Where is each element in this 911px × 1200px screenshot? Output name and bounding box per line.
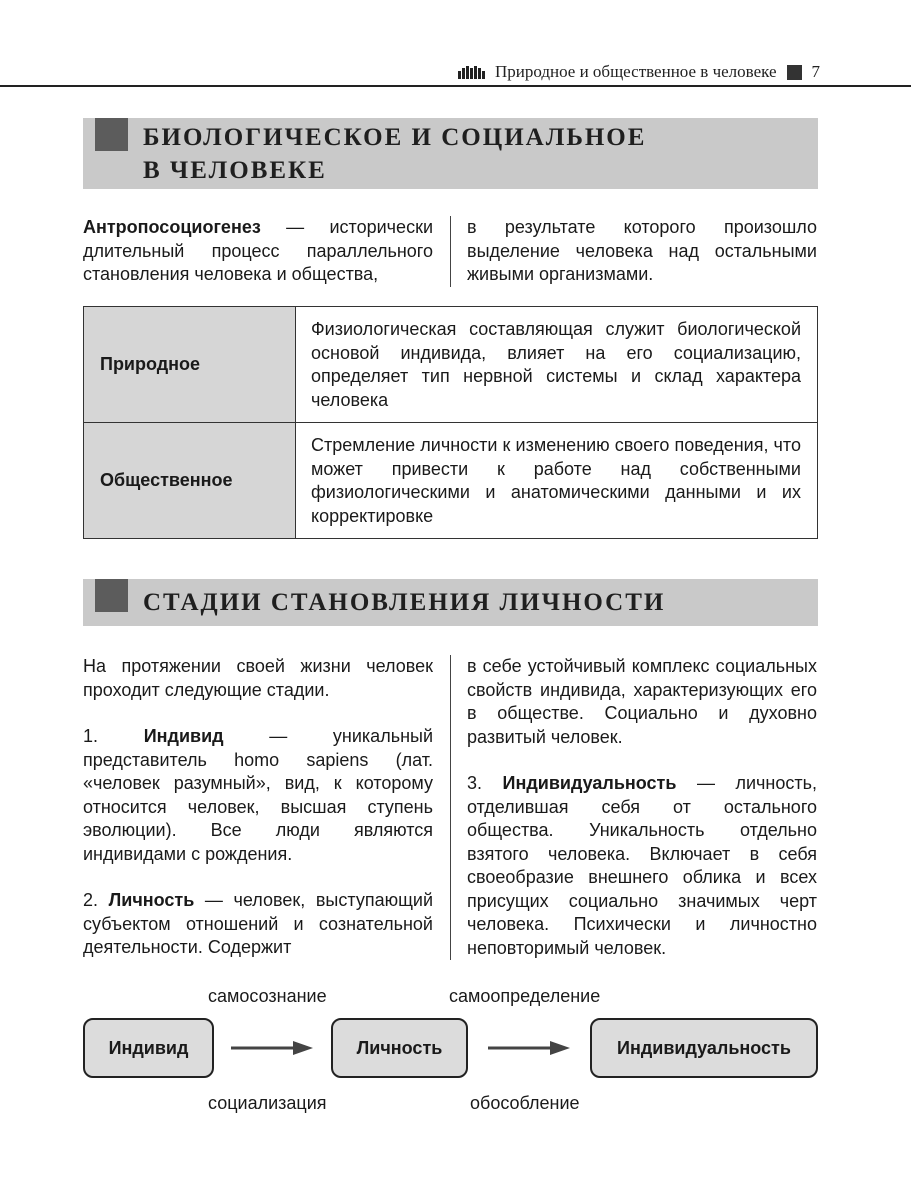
row-text-social: Стремление личности к изменению своего поведения, что может привести к работе над собственными физиологическими и анатомическими данными и их корректировке [296, 423, 818, 539]
page-number: 7 [811, 62, 820, 81]
stage-number: 3. [467, 773, 503, 793]
definition-right-column [467, 216, 817, 287]
stage-term: Личность [108, 890, 195, 910]
definition-block [83, 216, 818, 287]
column-divider [450, 655, 451, 960]
arrow-right-icon [488, 1039, 572, 1057]
flow-box-individual: Индивид [83, 1018, 214, 1078]
banner-square-icon [95, 579, 128, 612]
stage-number: 1. [83, 726, 144, 746]
section-banner-biological [83, 118, 818, 189]
stage-2 [83, 889, 433, 960]
definition-right-text: в результате которого произошло выделение человека над остальными живыми организмами. [467, 217, 817, 284]
stages-block [83, 655, 818, 960]
flow-label-isolation: обособление [470, 1093, 580, 1113]
section-title-line2: В ЧЕЛОВЕКЕ [143, 157, 327, 184]
stage-2-continued: в себе устойчивый комплекс социальных свойств индивида, характеризующих его в обществе. Социально и духовно развитый человек. [467, 656, 817, 747]
stage-term: Индивид [143, 726, 224, 746]
stage-1 [83, 725, 433, 866]
table-row [84, 307, 818, 423]
running-title: Природное и общественное в человеке [494, 62, 777, 81]
row-text-natural: Физиологическая составляющая служит биологической основой индивида, влияет на его социализацию, определяет тип нервной системы и склад характера человека [296, 307, 818, 423]
definition-term: Антропосоциогенез [83, 217, 261, 237]
stages-intro: На протяжении своей жизни человек проходит следующие стадии. [83, 656, 433, 700]
square-bullet-icon [787, 65, 802, 80]
stage-term: Индивидуальность [502, 773, 677, 793]
stage-3 [467, 772, 817, 960]
row-label-natural: Природное [84, 307, 296, 423]
stage-number: 2. [83, 890, 109, 910]
flow-label-self-awareness: самосознание [208, 986, 327, 1006]
row-label-social: Общественное [84, 423, 296, 539]
flow-label-self-determination: самоопределение [449, 986, 601, 1006]
stage-text: — личность, отделившая себя от остального общества. Уникальность отдельно взятого человека. Включает в себя своеобразие внешнего облика и всех присущих социально значимых черт человека. Психически и личностно неповторимый человек. [467, 773, 818, 958]
definition-left-column [83, 216, 433, 287]
flow-label-socialization: социализация [208, 1093, 327, 1113]
section-banner-stages [83, 579, 818, 626]
table-row [84, 423, 818, 539]
section-title-line1: БИОЛОГИЧЕСКОЕ И СОЦИАЛЬНОЕ [143, 124, 647, 151]
banner-square-icon [95, 118, 128, 151]
stage-text: — уникальный представитель homo sapiens (лат. «человек разумный», вид, к которому относится человек, высшая ступень эволюции). Все люди являются индивидами с рождения. [83, 726, 434, 864]
stages-left-column [83, 655, 433, 960]
arrow-right-icon [231, 1039, 315, 1057]
people-ornament-icon [458, 65, 485, 79]
flow-box-individuality: Индивидуальность [590, 1018, 818, 1078]
section-title: СТАДИИ СТАНОВЛЕНИЯ ЛИЧНОСТИ [143, 589, 666, 616]
stages-right-column [467, 655, 817, 960]
column-divider [450, 216, 451, 287]
flow-box-personality: Личность [331, 1018, 468, 1078]
stage-text: — человек, выступающий субъектом отношений и сознательной деятельности. Содержит [83, 890, 433, 957]
running-header [0, 58, 820, 86]
definition-left-text: — исторически длительный процесс параллельного становления человека и общества, [83, 217, 433, 284]
header-rule [0, 85, 911, 87]
nature-society-table [83, 306, 818, 539]
